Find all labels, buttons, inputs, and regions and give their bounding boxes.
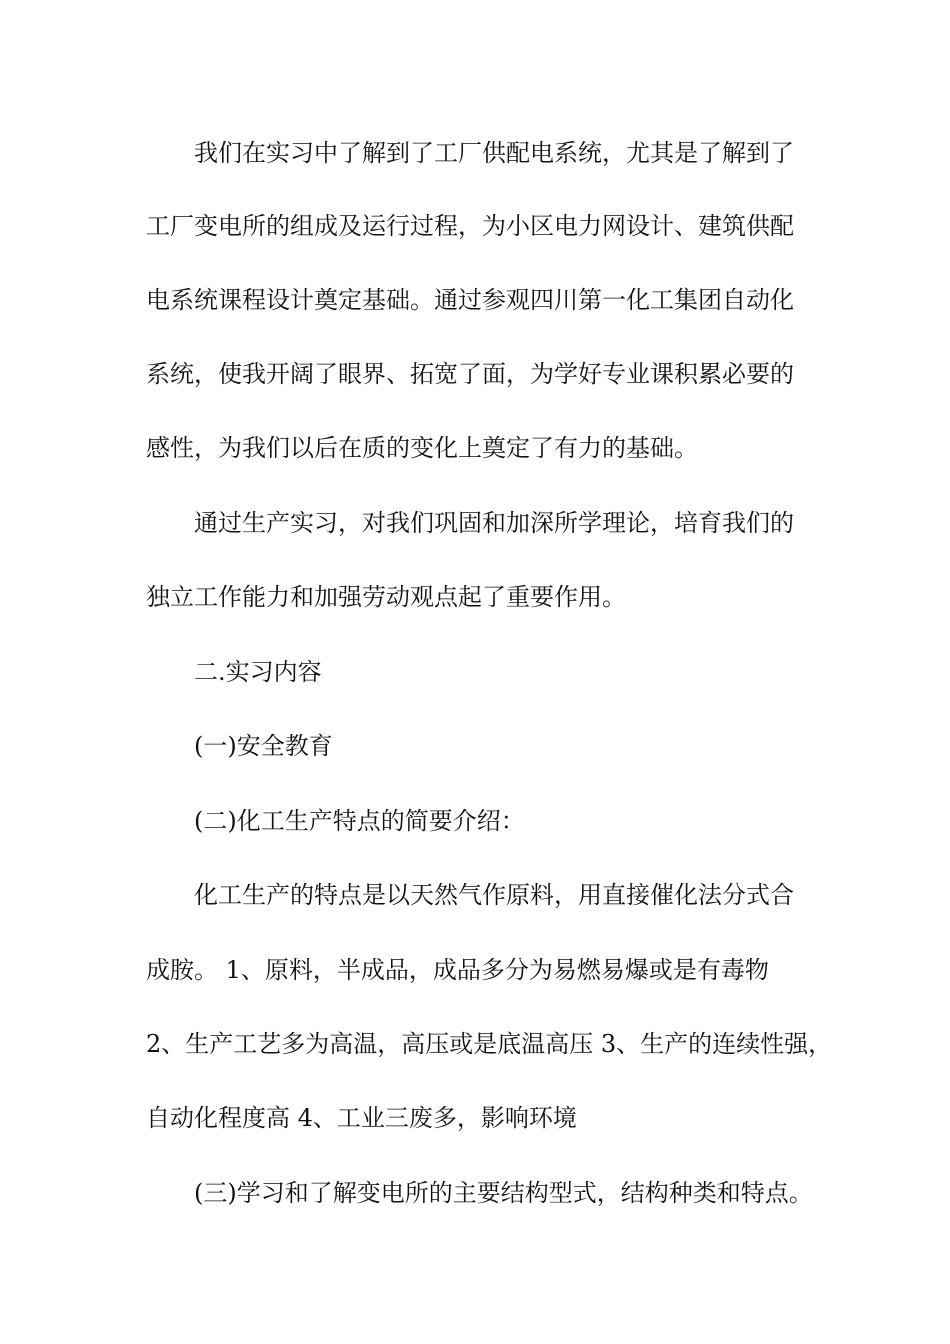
paragraph-1-line-2: 工厂变电所的组成及运行过程，为小区电力网设计、建筑供配 bbox=[146, 212, 794, 240]
paragraph-2-line-1: 通过生产实习，对我们巩固和加深所学理论，培育我们的 bbox=[194, 509, 794, 537]
paragraph-1-line-3: 电系统课程设计奠定基础。通过参观四川第一化工集团自动化 bbox=[146, 286, 794, 314]
section-heading-practice-content: 二.实习内容 bbox=[194, 658, 322, 686]
paragraph-3-line-1: 化工生产的特点是以天然气作原料，用直接催化法分式合 bbox=[194, 881, 794, 909]
paragraph-3-line-4: 自动化程度高 4、工业三废多，影响环境 bbox=[146, 1104, 577, 1132]
paragraph-1-line-1: 我们在实习中了解到了工厂供配电系统，尤其是了解到了 bbox=[194, 139, 794, 167]
paragraph-1-line-5: 感性，为我们以后在质的变化上奠定了有力的基础。 bbox=[146, 434, 698, 462]
subheading-chemical-production-features: (二)化工生产特点的简要介绍： bbox=[194, 807, 525, 835]
subheading-safety-education: (一)安全教育 bbox=[194, 732, 333, 760]
subheading-substation-structure: (三)学习和了解变电所的主要结构型式，结构种类和特点。 bbox=[194, 1179, 813, 1207]
paragraph-2-line-2: 独立工作能力和加强劳动观点起了重要作用。 bbox=[146, 583, 626, 611]
paragraph-1-line-4: 系统，使我开阔了眼界、拓宽了面，为学好专业课积累必要的 bbox=[146, 360, 794, 388]
paragraph-3-line-2: 成胺。 1、原料，半成品，成品多分为易燃易爆或是有毒物 bbox=[146, 956, 769, 984]
paragraph-3-line-3: 2、生产工艺多为高温，高压或是底温高压 3、生产的连续性强， bbox=[146, 1030, 833, 1058]
